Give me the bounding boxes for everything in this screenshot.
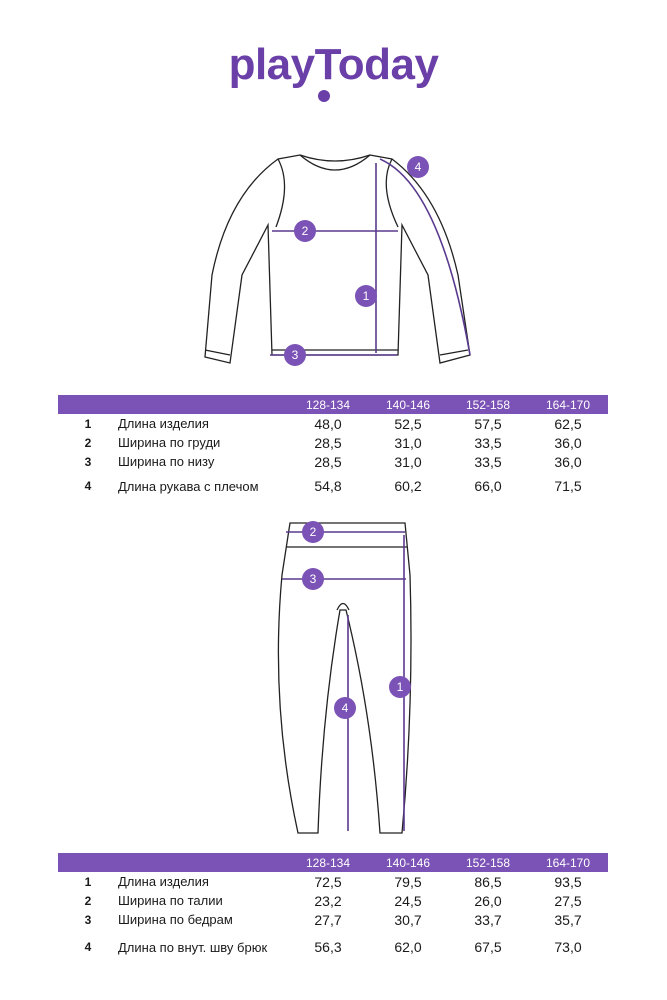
svg-text:4: 4 bbox=[341, 701, 349, 715]
row-label: Длина по внут. шву брюк bbox=[118, 939, 268, 955]
row-label: Ширина по бедрам bbox=[118, 912, 233, 927]
brand-logo: playToday bbox=[228, 40, 439, 89]
table-row bbox=[58, 452, 608, 471]
table-row bbox=[58, 872, 608, 891]
row-value: 72,5 bbox=[314, 873, 342, 890]
shirt-outline bbox=[205, 155, 470, 363]
header-blank bbox=[58, 395, 288, 414]
shirt-diagram bbox=[0, 145, 667, 375]
row-value: 66,0 bbox=[474, 478, 502, 494]
pants-marker-2 bbox=[302, 521, 324, 543]
row-number: 4 bbox=[84, 479, 92, 493]
pants-table-header bbox=[58, 853, 608, 872]
size-header: 164-170 bbox=[528, 853, 608, 872]
row-value: 56,3 bbox=[314, 939, 342, 955]
pants-marker-4 bbox=[334, 697, 356, 719]
header-blank bbox=[58, 853, 288, 872]
row-number: 1 bbox=[84, 416, 92, 431]
row-label: Ширина по талии bbox=[118, 893, 223, 908]
row-number: 1 bbox=[84, 874, 92, 889]
size-header: 128-134 bbox=[288, 395, 368, 414]
row-number: 2 bbox=[84, 893, 92, 908]
row-number: 3 bbox=[84, 454, 92, 469]
svg-text:1: 1 bbox=[362, 289, 370, 303]
row-number: 2 bbox=[84, 435, 92, 450]
row-value: 27,5 bbox=[554, 892, 582, 909]
row-value: 93,5 bbox=[554, 873, 582, 890]
shirt-marker-4 bbox=[407, 156, 429, 178]
row-number: 3 bbox=[84, 912, 92, 927]
row-value: 79,5 bbox=[394, 873, 422, 890]
table-row bbox=[58, 910, 608, 929]
shirt-marker-2 bbox=[294, 220, 316, 242]
row-value: 62,0 bbox=[394, 939, 422, 955]
table-row bbox=[58, 471, 608, 501]
svg-text:3: 3 bbox=[291, 348, 299, 362]
svg-text:4: 4 bbox=[414, 160, 422, 174]
row-value: 30,7 bbox=[394, 911, 422, 928]
row-value: 67,5 bbox=[474, 939, 502, 955]
size-header: 128-134 bbox=[288, 853, 368, 872]
svg-text:1: 1 bbox=[396, 680, 404, 694]
row-value: 71,5 bbox=[554, 478, 582, 494]
pants-marker-3 bbox=[302, 568, 324, 590]
row-value: 33,5 bbox=[474, 434, 502, 451]
row-value: 28,5 bbox=[314, 434, 342, 451]
row-label: Длина изделия bbox=[118, 416, 209, 431]
size-header: 140-146 bbox=[368, 853, 448, 872]
shirt-table-header bbox=[58, 395, 608, 414]
table-row bbox=[58, 414, 608, 433]
table-row bbox=[58, 929, 608, 965]
row-label: Ширина по низу bbox=[118, 454, 215, 469]
row-value: 52,5 bbox=[394, 415, 422, 432]
row-value: 60,2 bbox=[394, 478, 422, 494]
svg-text:3: 3 bbox=[309, 572, 317, 586]
row-value: 36,0 bbox=[554, 453, 582, 470]
svg-text:2: 2 bbox=[309, 525, 317, 539]
size-header: 152-158 bbox=[448, 853, 528, 872]
size-header: 164-170 bbox=[528, 395, 608, 414]
row-label: Длина изделия bbox=[118, 874, 209, 889]
shirt-size-table bbox=[58, 395, 608, 501]
row-label: Длина рукава с плечом bbox=[118, 478, 259, 494]
row-value: 73,0 bbox=[554, 939, 582, 955]
table-row bbox=[58, 891, 608, 910]
row-number: 4 bbox=[84, 940, 92, 954]
row-value: 62,5 bbox=[554, 415, 582, 432]
svg-text:2: 2 bbox=[301, 224, 309, 238]
row-value: 28,5 bbox=[314, 453, 342, 470]
row-value: 86,5 bbox=[474, 873, 502, 890]
row-value: 31,0 bbox=[394, 434, 422, 451]
row-value: 33,5 bbox=[474, 453, 502, 470]
row-value: 33,7 bbox=[474, 911, 502, 928]
row-value: 26,0 bbox=[474, 892, 502, 909]
shirt-marker-3 bbox=[284, 344, 306, 366]
row-value: 54,8 bbox=[314, 478, 342, 494]
row-value: 36,0 bbox=[554, 434, 582, 451]
shirt-marker-1 bbox=[355, 285, 377, 307]
pants-diagram bbox=[0, 515, 667, 840]
pants-size-table bbox=[58, 853, 608, 965]
size-header: 140-146 bbox=[368, 395, 448, 414]
row-value: 57,5 bbox=[474, 415, 502, 432]
pants-outline bbox=[278, 523, 411, 833]
row-value: 23,2 bbox=[314, 892, 342, 909]
row-value: 35,7 bbox=[554, 911, 582, 928]
row-value: 27,7 bbox=[314, 911, 342, 928]
logo-dot-icon bbox=[318, 90, 330, 102]
row-label: Ширина по груди bbox=[118, 435, 221, 450]
row-value: 24,5 bbox=[394, 892, 422, 909]
size-header: 152-158 bbox=[448, 395, 528, 414]
table-row bbox=[58, 433, 608, 452]
row-value: 48,0 bbox=[314, 415, 342, 432]
row-value: 31,0 bbox=[394, 453, 422, 470]
pants-marker-1 bbox=[389, 676, 411, 698]
